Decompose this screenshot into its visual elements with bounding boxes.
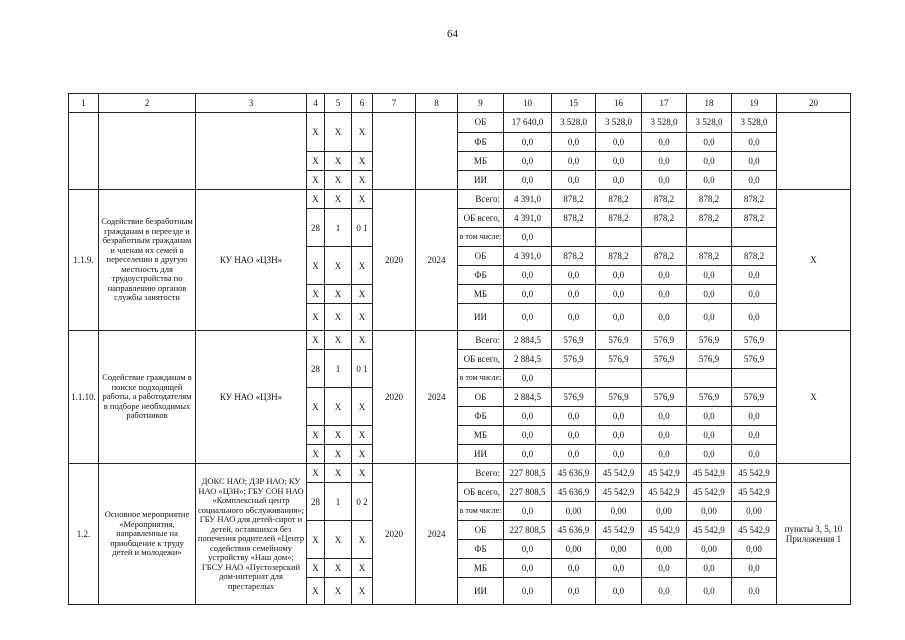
cell-source: МБ: [458, 426, 504, 445]
cell-value: 0,0: [687, 266, 732, 285]
cell-code: X: [352, 190, 373, 209]
cell-source: МБ: [458, 559, 504, 578]
cell-value: 0,0: [642, 285, 687, 304]
cell-source: ИИ: [458, 171, 504, 190]
table-row: [69, 331, 851, 350]
cell-value: 878,2: [732, 209, 777, 228]
cell-result: X: [777, 190, 851, 331]
cell-code: X: [352, 304, 373, 331]
cell-value: 45 636,9: [552, 464, 596, 483]
column-header: 3: [196, 94, 307, 113]
cell-value: [642, 228, 687, 247]
cell-value: 0,00: [552, 540, 596, 559]
cell-value: 227 808,5: [504, 483, 552, 502]
cell-source: в том числе:: [458, 369, 504, 388]
cell-value: 0,0: [504, 304, 552, 331]
cell-code: X: [325, 331, 352, 350]
cell-value: 0,0: [687, 132, 732, 152]
cell-value: 0,0: [504, 502, 552, 521]
cell-code: 0 1: [352, 350, 373, 388]
cell-exec: КУ НАО «ЦЗН»: [196, 331, 307, 464]
cell-source: ФБ: [458, 407, 504, 426]
cell-value: 0,0: [732, 304, 777, 331]
cell-code: X: [325, 171, 352, 190]
cell-value: 0,0: [552, 426, 596, 445]
cell-value: 0,0: [642, 266, 687, 285]
cell-value: 0,0: [596, 426, 642, 445]
cell-value: 0,0: [642, 426, 687, 445]
cell-code: X: [352, 426, 373, 445]
cell-value: 0,0: [552, 559, 596, 578]
cell-value: [687, 369, 732, 388]
cell-code: X: [307, 521, 325, 559]
cell-value: [596, 228, 642, 247]
cell-value: 0,00: [642, 540, 687, 559]
column-header: 16: [596, 94, 642, 113]
cell-code: X: [325, 578, 352, 605]
cell-value: [552, 228, 596, 247]
cell-code: 1: [325, 483, 352, 521]
cell-value: 0,00: [552, 502, 596, 521]
cell-code: X: [307, 285, 325, 304]
cell-value: 4 391,0: [504, 190, 552, 209]
cell-value: 17 640,0: [504, 113, 552, 133]
cell-value: 0,0: [552, 304, 596, 331]
cell-value: [732, 369, 777, 388]
cell-value: 45 542,9: [596, 483, 642, 502]
cell-value: 0,0: [504, 559, 552, 578]
cell-code: X: [307, 426, 325, 445]
cell-value: 0,00: [642, 502, 687, 521]
cell-value: 0,0: [687, 304, 732, 331]
cell-value: 0,0: [642, 578, 687, 605]
cell-end: 2024: [416, 331, 458, 464]
cell-code: X: [352, 388, 373, 426]
cell-source: ИИ: [458, 445, 504, 464]
cell-value: 45 542,9: [732, 521, 777, 540]
cell-value: 878,2: [596, 247, 642, 266]
cell-exec: [196, 113, 307, 190]
cell-num: [69, 113, 99, 190]
cell-source: ОБ всего,: [458, 350, 504, 369]
cell-code: X: [352, 152, 373, 171]
cell-value: 0,0: [732, 266, 777, 285]
column-header: 6: [352, 94, 373, 113]
cell-code: X: [307, 464, 325, 483]
cell-start: 2020: [373, 464, 416, 605]
cell-value: 878,2: [687, 247, 732, 266]
cell-source: ОБ: [458, 247, 504, 266]
cell-end: [416, 113, 458, 190]
cell-value: 0,0: [552, 578, 596, 605]
cell-code: X: [307, 304, 325, 331]
cell-code: X: [352, 285, 373, 304]
cell-code: X: [307, 152, 325, 171]
cell-value: 45 542,9: [596, 521, 642, 540]
cell-code: X: [352, 464, 373, 483]
cell-value: 227 808,5: [504, 464, 552, 483]
cell-value: 0,0: [687, 578, 732, 605]
cell-value: 576,9: [596, 331, 642, 350]
column-header: 2: [99, 94, 196, 113]
cell-value: [552, 369, 596, 388]
cell-code: X: [352, 578, 373, 605]
cell-source: Всего:: [458, 190, 504, 209]
cell-start: [373, 113, 416, 190]
cell-value: 0,0: [596, 445, 642, 464]
cell-value: 0,0: [642, 445, 687, 464]
cell-code: X: [325, 445, 352, 464]
column-header: 7: [373, 94, 416, 113]
cell-source: Всего:: [458, 464, 504, 483]
cell-value: 0,0: [504, 578, 552, 605]
cell-num: 1.1.9.: [69, 190, 99, 331]
cell-value: 0,0: [642, 559, 687, 578]
cell-code: X: [325, 388, 352, 426]
cell-value: 0,0: [596, 266, 642, 285]
column-header: 19: [732, 94, 777, 113]
cell-value: 3 528,0: [687, 113, 732, 133]
cell-code: X: [325, 247, 352, 285]
cell-source: ФБ: [458, 540, 504, 559]
cell-code: X: [352, 445, 373, 464]
cell-value: 576,9: [596, 350, 642, 369]
cell-code: X: [307, 113, 325, 152]
cell-value: 0,0: [504, 228, 552, 247]
cell-value: [687, 228, 732, 247]
cell-value: 576,9: [642, 331, 687, 350]
cell-value: 0,0: [596, 285, 642, 304]
cell-value: 878,2: [552, 209, 596, 228]
cell-value: 0,0: [687, 285, 732, 304]
cell-value: 0,00: [687, 540, 732, 559]
cell-value: 0,0: [732, 559, 777, 578]
cell-source: ФБ: [458, 132, 504, 152]
cell-source: ФБ: [458, 266, 504, 285]
cell-code: 1: [325, 209, 352, 247]
cell-value: 45 542,9: [687, 464, 732, 483]
cell-name: [99, 113, 196, 190]
cell-code: X: [325, 559, 352, 578]
cell-value: 878,2: [642, 247, 687, 266]
cell-value: 0,0: [732, 285, 777, 304]
cell-code: 28: [307, 483, 325, 521]
cell-value: [642, 369, 687, 388]
cell-source: ИИ: [458, 578, 504, 605]
cell-value: 3 528,0: [732, 113, 777, 133]
cell-result: X: [777, 331, 851, 464]
cell-code: X: [325, 113, 352, 152]
cell-value: 0,0: [504, 285, 552, 304]
cell-code: 0 2: [352, 483, 373, 521]
cell-code: 1: [325, 350, 352, 388]
cell-code: X: [307, 578, 325, 605]
cell-code: X: [307, 559, 325, 578]
cell-value: 0,0: [687, 171, 732, 190]
cell-value: 0,0: [504, 426, 552, 445]
cell-value: 0,0: [732, 171, 777, 190]
cell-value: 0,0: [504, 445, 552, 464]
cell-value: 45 542,9: [687, 483, 732, 502]
cell-code: X: [325, 285, 352, 304]
column-header: 15: [552, 94, 596, 113]
cell-value: 45 636,9: [552, 483, 596, 502]
cell-value: 576,9: [642, 388, 687, 407]
cell-value: 0,0: [642, 132, 687, 152]
column-header: 1: [69, 94, 99, 113]
column-header: 10: [504, 94, 552, 113]
cell-code: X: [325, 190, 352, 209]
cell-code: 28: [307, 209, 325, 247]
program-table: [68, 93, 851, 605]
cell-value: 0,0: [504, 407, 552, 426]
cell-code: X: [307, 331, 325, 350]
cell-value: 0,0: [504, 132, 552, 152]
cell-start: 2020: [373, 331, 416, 464]
cell-code: X: [325, 304, 352, 331]
cell-exec: КУ НАО «ЦЗН»: [196, 190, 307, 331]
cell-source: МБ: [458, 152, 504, 171]
cell-value: 3 528,0: [642, 113, 687, 133]
cell-value: 878,2: [732, 247, 777, 266]
cell-end: 2024: [416, 190, 458, 331]
cell-value: 0,0: [687, 445, 732, 464]
cell-value: 0,0: [504, 369, 552, 388]
cell-value: 0,0: [596, 407, 642, 426]
cell-value: 0,0: [596, 132, 642, 152]
cell-value: 45 636,9: [552, 521, 596, 540]
table-row: [69, 190, 851, 209]
cell-code: X: [352, 171, 373, 190]
cell-value: 0,0: [642, 152, 687, 171]
cell-value: 0,0: [596, 578, 642, 605]
cell-value: 0,00: [687, 502, 732, 521]
cell-value: 0,0: [552, 152, 596, 171]
column-header: 9: [458, 94, 504, 113]
cell-value: 878,2: [596, 190, 642, 209]
cell-value: 4 391,0: [504, 247, 552, 266]
cell-name: Основное мероприятие «Мероприятия, направленные на приобщение к труду детей и молодежи»: [99, 464, 196, 605]
cell-source: в том числе:: [458, 502, 504, 521]
cell-value: 0,0: [732, 445, 777, 464]
cell-num: 1.1.10.: [69, 331, 99, 464]
cell-source: МБ: [458, 285, 504, 304]
table-header-row: [69, 94, 851, 113]
cell-value: 0,0: [596, 171, 642, 190]
table-row: [69, 464, 851, 483]
cell-value: 0,00: [596, 540, 642, 559]
column-header: 20: [777, 94, 851, 113]
cell-value: 227 808,5: [504, 521, 552, 540]
cell-value: 0,0: [552, 171, 596, 190]
cell-value: 0,0: [732, 426, 777, 445]
cell-code: X: [352, 247, 373, 285]
cell-code: X: [307, 388, 325, 426]
column-header: 5: [325, 94, 352, 113]
cell-value: [596, 369, 642, 388]
cell-value: 576,9: [687, 331, 732, 350]
cell-code: X: [307, 171, 325, 190]
cell-value: 576,9: [552, 350, 596, 369]
cell-source: ИИ: [458, 304, 504, 331]
cell-source: ОБ всего,: [458, 209, 504, 228]
cell-code: 28: [307, 350, 325, 388]
cell-code: X: [325, 152, 352, 171]
column-header: 17: [642, 94, 687, 113]
cell-value: 0,0: [732, 407, 777, 426]
cell-code: X: [325, 464, 352, 483]
cell-code: X: [352, 331, 373, 350]
cell-source: ОБ: [458, 521, 504, 540]
cell-result: [777, 113, 851, 190]
cell-result: пункты 3, 5, 10 Приложения 1: [777, 464, 851, 605]
cell-source: в том числе:: [458, 228, 504, 247]
cell-value: 878,2: [596, 209, 642, 228]
cell-source: ОБ всего,: [458, 483, 504, 502]
column-header: 18: [687, 94, 732, 113]
cell-value: 45 542,9: [596, 464, 642, 483]
cell-value: 0,0: [732, 152, 777, 171]
cell-value: 45 542,9: [732, 483, 777, 502]
cell-code: X: [352, 113, 373, 152]
cell-name: Содействие гражданам в поиске подходящей работы, а работодателям в подборе необходимых работников: [99, 331, 196, 464]
cell-value: 0,0: [504, 540, 552, 559]
cell-code: X: [307, 445, 325, 464]
cell-value: 0,0: [552, 407, 596, 426]
cell-value: 576,9: [552, 388, 596, 407]
cell-value: 0,0: [504, 152, 552, 171]
cell-value: [732, 228, 777, 247]
cell-source: ОБ: [458, 113, 504, 133]
cell-value: 0,0: [596, 304, 642, 331]
column-header: 8: [416, 94, 458, 113]
cell-value: 576,9: [687, 350, 732, 369]
cell-num: 1.2.: [69, 464, 99, 605]
cell-value: 0,0: [552, 285, 596, 304]
cell-value: 45 542,9: [642, 521, 687, 540]
cell-value: 878,2: [642, 190, 687, 209]
cell-value: 0,0: [642, 304, 687, 331]
cell-value: 0,0: [552, 266, 596, 285]
cell-value: 0,0: [687, 559, 732, 578]
cell-value: 576,9: [687, 388, 732, 407]
cell-value: 45 542,9: [732, 464, 777, 483]
cell-value: 2 884,5: [504, 350, 552, 369]
cell-value: 878,2: [552, 247, 596, 266]
cell-value: 45 542,9: [687, 521, 732, 540]
cell-value: 0,0: [732, 578, 777, 605]
cell-value: 878,2: [687, 209, 732, 228]
cell-value: 45 542,9: [642, 483, 687, 502]
cell-value: 2 884,5: [504, 388, 552, 407]
cell-value: 0,0: [687, 407, 732, 426]
column-header: 4: [307, 94, 325, 113]
cell-value: 576,9: [552, 331, 596, 350]
cell-value: 576,9: [732, 331, 777, 350]
cell-value: 576,9: [596, 388, 642, 407]
cell-value: 4 391,0: [504, 209, 552, 228]
cell-value: 576,9: [732, 350, 777, 369]
cell-value: 0,0: [552, 445, 596, 464]
cell-code: X: [307, 247, 325, 285]
cell-value: 0,0: [596, 152, 642, 171]
cell-value: 0,00: [732, 540, 777, 559]
cell-value: 0,0: [504, 171, 552, 190]
cell-exec: ДОКС НАО; ДЗР НАО; КУ НАО «ЦЗН»; ГБУ СОН НАО «Комплексный центр социального обслуживания»; ГБУ НАО для детей-сирот и детей, оставшихся без попечения родителей «Центр содействия семейному устройству «Наш дом»; ГБСУ НАО «Пустозерский дом-интернат для престарелых: [196, 464, 307, 605]
cell-source: Всего:: [458, 331, 504, 350]
cell-end: 2024: [416, 464, 458, 605]
cell-code: X: [307, 190, 325, 209]
cell-value: 0,00: [732, 502, 777, 521]
cell-source: ОБ: [458, 388, 504, 407]
page-number: 64: [447, 28, 458, 40]
cell-name: Содействие безработным гражданам в переезде и безработным гражданам и членам их семей в переселении в другую местность для трудоустройства по направлению органов службы занятости: [99, 190, 196, 331]
cell-value: 0,0: [596, 559, 642, 578]
cell-value: 576,9: [642, 350, 687, 369]
cell-code: X: [325, 426, 352, 445]
cell-value: 878,2: [552, 190, 596, 209]
cell-value: 3 528,0: [552, 113, 596, 133]
cell-value: 0,0: [732, 132, 777, 152]
cell-value: 45 542,9: [642, 464, 687, 483]
cell-value: 0,0: [552, 132, 596, 152]
cell-start: 2020: [373, 190, 416, 331]
cell-code: 0 1: [352, 209, 373, 247]
cell-value: 0,0: [687, 426, 732, 445]
cell-value: 576,9: [732, 388, 777, 407]
cell-value: 878,2: [687, 190, 732, 209]
table-row: [69, 113, 851, 133]
cell-value: 0,0: [642, 171, 687, 190]
cell-value: 0,0: [687, 152, 732, 171]
cell-value: 2 884,5: [504, 331, 552, 350]
cell-value: 0,00: [596, 502, 642, 521]
cell-code: X: [352, 521, 373, 559]
cell-value: 3 528,0: [596, 113, 642, 133]
cell-value: 0,0: [504, 266, 552, 285]
cell-value: 0,0: [642, 407, 687, 426]
cell-code: X: [325, 521, 352, 559]
cell-code: X: [352, 559, 373, 578]
cell-value: 878,2: [642, 209, 687, 228]
cell-value: 878,2: [732, 190, 777, 209]
